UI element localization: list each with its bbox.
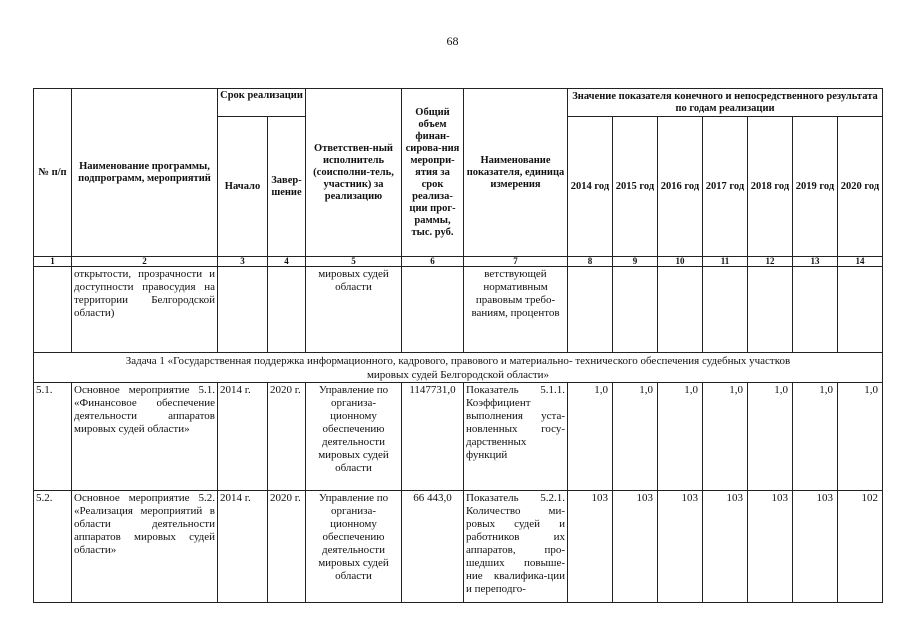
continuation-row: [34, 267, 883, 353]
row-start: 2014 г.: [218, 383, 268, 491]
row-executor: Управление по организа-ционному обеспечению деятельности мировых судей области: [306, 383, 402, 491]
row-no: 5.2.: [34, 491, 72, 603]
header-year: 2014 год: [568, 117, 613, 257]
header-indicator: Наименование показателя, единица измерения: [464, 89, 568, 257]
header-year: 2018 год: [748, 117, 793, 257]
row-volume: 1147731,0: [402, 383, 464, 491]
row-value: 1,0: [568, 383, 613, 491]
header-year: 2016 год: [658, 117, 703, 257]
col-number: 1: [34, 257, 72, 267]
header-name: Наименование программы, подпрограмм, мероприятий: [72, 89, 218, 257]
row-value: 102: [838, 491, 883, 603]
col-number: 10: [658, 257, 703, 267]
continuation-indicator: ветствующей нормативным правовым требо-ваниям, процентов: [464, 267, 568, 353]
header-year: 2019 год: [793, 117, 838, 257]
column-numbers-row: [34, 257, 883, 267]
row-value: 1,0: [793, 383, 838, 491]
page-number: 68: [446, 34, 459, 48]
header-values: Значение показателя конечного и непосредственного результата по годам реализации: [568, 89, 883, 117]
row-value: 103: [568, 491, 613, 603]
row-executor: Управление по организа-ционному обеспечению деятельности мировых судей области: [306, 491, 402, 603]
header-executor: Ответствен-ный исполнитель (соисполни-тель, участник) за реализацию: [306, 89, 402, 257]
row-end: 2020 г.: [268, 491, 306, 603]
row-value: 1,0: [613, 383, 658, 491]
header-no: № п/п: [34, 89, 72, 257]
continuation-name: открытости, прозрачности и доступности правосудия на территории Белгородской области): [72, 267, 218, 353]
header-end: Завер-шение: [268, 117, 306, 257]
row-indicator: Показатель 5.1.1. Коэффициент выполнения уста-новленных госу-дарственных функций: [464, 383, 568, 491]
row-start: 2014 г.: [218, 491, 268, 603]
row-end: 2020 г.: [268, 383, 306, 491]
continuation-executor: мировых судей области: [306, 267, 402, 353]
col-number: 13: [793, 257, 838, 267]
header-year: 2017 год: [703, 117, 748, 257]
row-value: 1,0: [658, 383, 703, 491]
row-value: 103: [658, 491, 703, 603]
col-number: 14: [838, 257, 883, 267]
row-value: 1,0: [838, 383, 883, 491]
col-number: 5: [306, 257, 402, 267]
col-number: 8: [568, 257, 613, 267]
col-number: 2: [72, 257, 218, 267]
table-row: [34, 383, 883, 491]
row-no: 5.1.: [34, 383, 72, 491]
row-volume: 66 443,0: [402, 491, 464, 603]
table-row: [34, 491, 883, 603]
col-number: 11: [703, 257, 748, 267]
row-value: 103: [703, 491, 748, 603]
col-number: 12: [748, 257, 793, 267]
row-value: 1,0: [748, 383, 793, 491]
row-name: Основное мероприятие 5.2. «Реализация мероприятий в области деятельности аппаратов мировых судей области»: [72, 491, 218, 603]
header-volume: Общий объем финан-сирова-ния меропри-ятия за срок реализа-ции прог-раммы, тыс. руб.: [402, 89, 464, 257]
col-number: 6: [402, 257, 464, 267]
row-value: 103: [613, 491, 658, 603]
row-value: 103: [748, 491, 793, 603]
row-value: 103: [793, 491, 838, 603]
header-year: 2015 год: [613, 117, 658, 257]
col-number: 3: [218, 257, 268, 267]
col-number: 7: [464, 257, 568, 267]
program-table: [33, 88, 883, 603]
header-term: Срок реализации: [218, 89, 306, 117]
header-start: Начало: [218, 117, 268, 257]
col-number: 9: [613, 257, 658, 267]
row-name: Основное мероприятие 5.1. «Финансовое обеспечение деятельности аппаратов мировых судей области»: [72, 383, 218, 491]
row-value: 1,0: [703, 383, 748, 491]
col-number: 4: [268, 257, 306, 267]
row-indicator: Показатель 5.2.1. Количество ми-ровых судей и работников их аппаратов, про-шедших повыше-ние квалифика-ции и переподго-: [464, 491, 568, 603]
header-year: 2020 год: [838, 117, 883, 257]
task-title: Задача 1 «Государственная поддержка информационного, кадрового, правового и материально- технического обеспечения судебных участков мировых судей Белгородской области»: [34, 353, 883, 383]
